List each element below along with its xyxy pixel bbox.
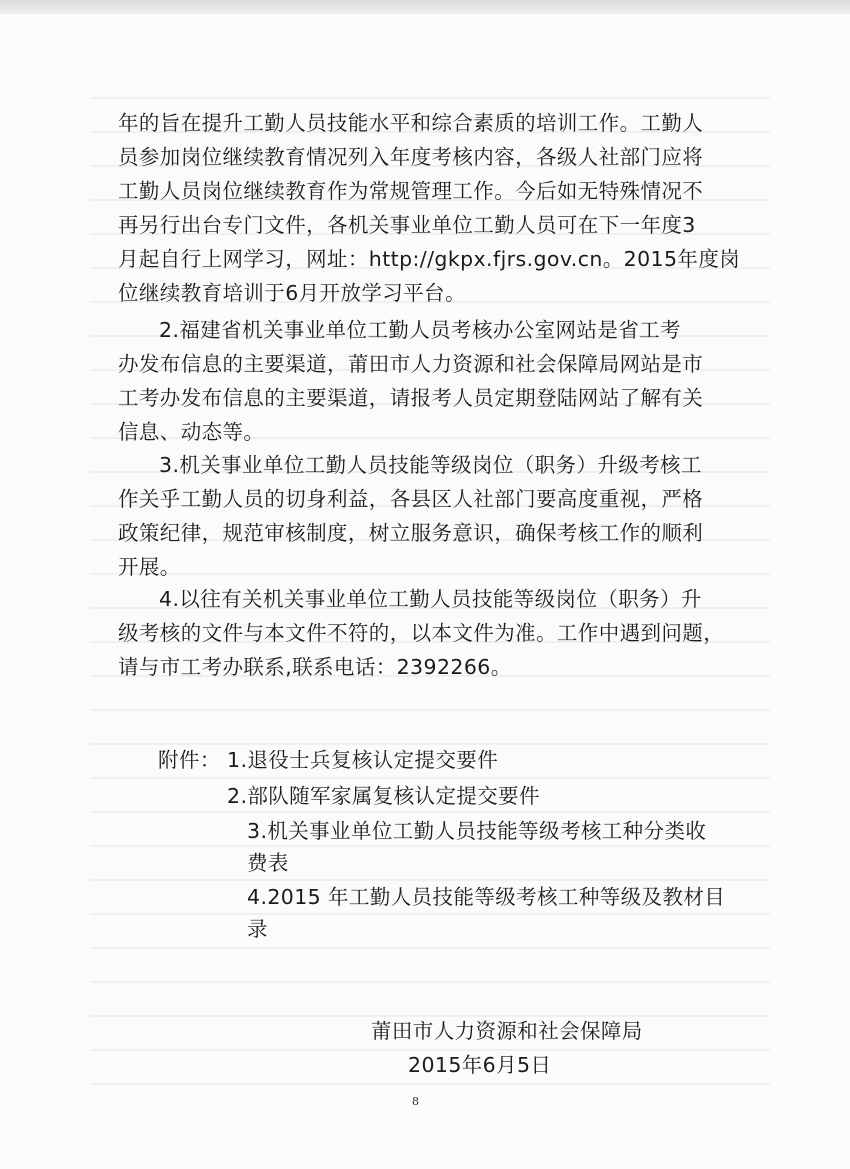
scan-top-edge xyxy=(0,0,850,14)
text-line: 政策纪律，规范审核制度，树立服务意识，确保考核工作的顺利 xyxy=(118,521,704,545)
text-line: 4.以往有关机关事业单位工勤人员技能等级岗位（职务）升 xyxy=(159,587,702,611)
text-line: 3.机关事业单位工勤人员技能等级岗位（职务）升级考核工 xyxy=(159,453,702,477)
text-line: 工考办发布信息的主要渠道，请报考人员定期登陆网站了解有关 xyxy=(118,386,704,410)
attachment-item-3-continued: 费表 xyxy=(247,851,289,875)
text-line: 2.福建省机关事业单位工勤人员考核办公室网站是省工考 xyxy=(159,318,681,342)
paragraph-item-4 xyxy=(118,582,730,684)
text-line: 员参加岗位继续教育情况列入年度考核内容，各级人社部门应将 xyxy=(118,145,704,169)
text-line: 工勤人员岗位继续教育作为常规管理工作。今后如无特殊情况不 xyxy=(118,179,704,203)
text-line: 位继续教育培训于6月开放学习平台。 xyxy=(118,281,466,305)
text-line: 级考核的文件与本文件不符的，以本文件为准。工作中遇到问题， xyxy=(118,621,725,645)
attachment-item-4: 4.2015 年工勤人员技能等级考核工种等级及教材目 xyxy=(247,885,726,909)
paragraph-item-2 xyxy=(118,313,730,449)
text-line: 请与市工考办联系,联系电话：2392266。 xyxy=(118,655,512,679)
text-line: 作关乎工勤人员的切身利益，各县区人社部门要高度重视，严格 xyxy=(118,487,704,511)
paragraph-item-3 xyxy=(118,448,730,584)
page-number: 8 xyxy=(412,1095,419,1108)
text-line: 再另行出台专门文件，各机关事业单位工勤人员可在下一年度3 xyxy=(118,213,696,237)
attachment-item-1: 1.退役士兵复核认定提交要件 xyxy=(227,748,499,772)
text-line: 月起自行上网学习，网址：http://gkpx.fjrs.gov.cn。2015年度岗 xyxy=(118,247,741,271)
text-line: 开展。 xyxy=(118,555,181,579)
issue-date: 2015年6月5日 xyxy=(408,1053,552,1077)
text-line: 年的旨在提升工勤人员技能水平和综合素质的培训工作。工勤人 xyxy=(118,111,704,135)
issuing-organization: 莆田市人力资源和社会保障局 xyxy=(371,1019,643,1043)
attachment-item-2: 2.部队随军家属复核认定提交要件 xyxy=(227,784,540,808)
text-line: 信息、动态等。 xyxy=(118,420,265,444)
attachment-item-3: 3.机关事业单位工勤人员技能等级考核工种分类收 xyxy=(247,819,707,843)
attachment-item-4-continued: 录 xyxy=(247,917,268,941)
paragraph-continuation xyxy=(118,106,741,310)
text-line: 办发布信息的主要渠道，莆田市人力资源和社会保障局网站是市 xyxy=(118,352,704,376)
attachments-heading: 附件： xyxy=(158,748,221,772)
